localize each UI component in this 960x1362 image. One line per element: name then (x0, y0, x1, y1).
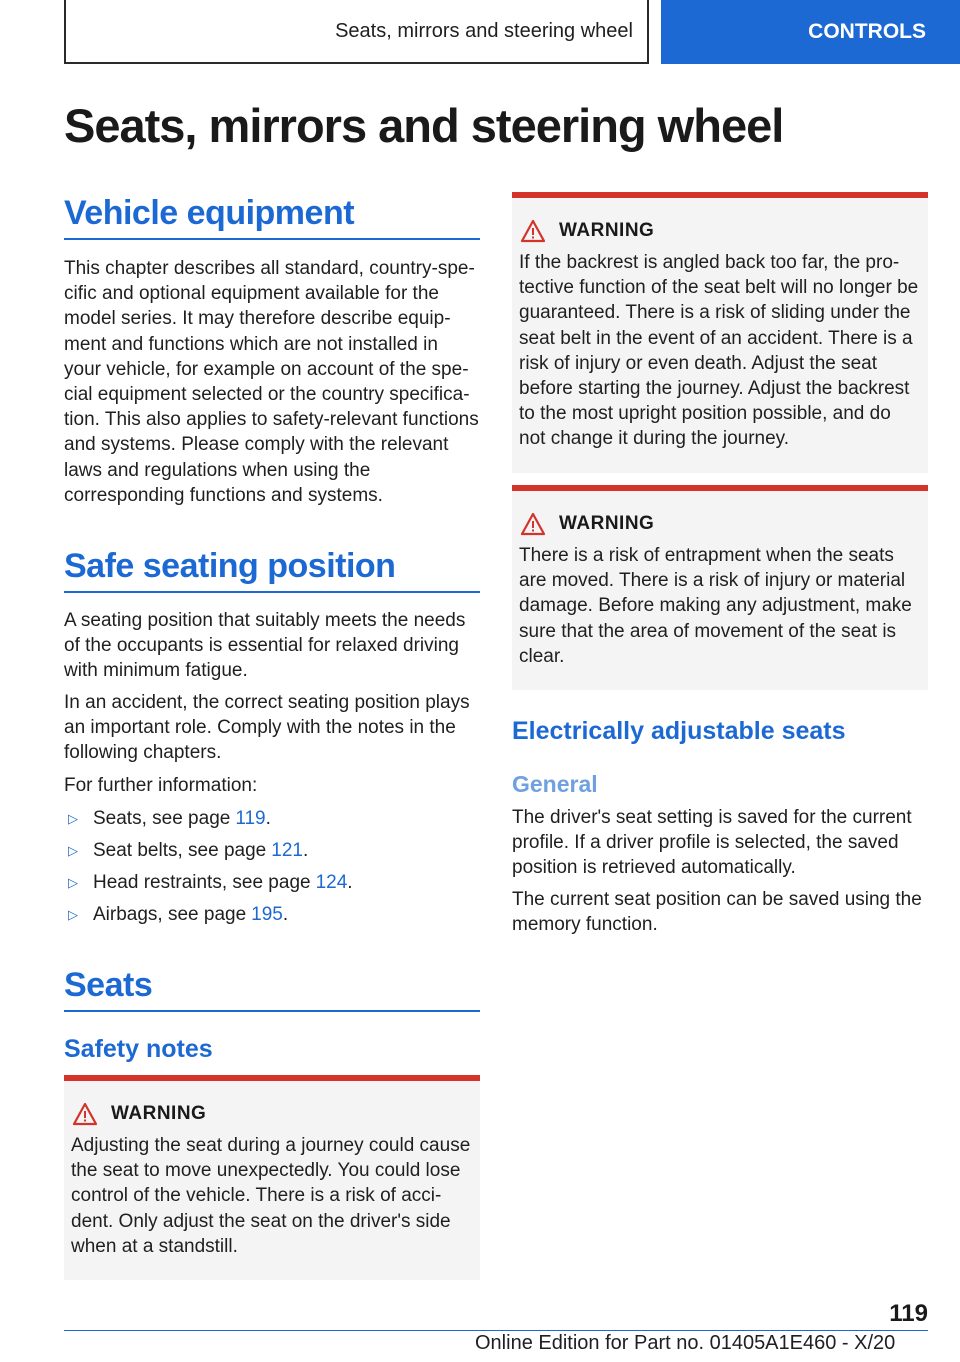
list-item-text: Seats, see page (93, 808, 231, 829)
header-section-title: Seats, mirrors and steering wheel (335, 19, 633, 42)
warning-box (64, 1075, 480, 1280)
header-section-tab (64, 0, 649, 64)
safe-seating-para-3: For further information: (64, 775, 258, 796)
heading-vehicle-equipment: Vehicle equipment (64, 192, 480, 240)
warning-header (519, 509, 920, 539)
warning-text: If the backrest is angled back too far, the protective function of the seat belt will no longer be guaranteed. There is a risk of sliding under the seat belt in the event of an accident. There is a risk of injury or even death. Adjust the seat before starting the journey. Adjust the backrest to the most upright position possible, and do not change it during the journey. (519, 252, 919, 450)
list-item: ▷ Seats, see page 119 . (64, 806, 480, 838)
warning-triangle-icon (71, 1101, 111, 1127)
warning-header (71, 1099, 472, 1129)
triangle-bullet-icon: ▷ (68, 907, 78, 922)
safe-seating-para-2: In an accident, the correct seating position plays an important role. Comply with the notes in the following chapters. (64, 692, 470, 764)
triangle-bullet-icon: ▷ (68, 811, 78, 826)
warning-title: WARNING (559, 220, 655, 241)
list-item: ▷ Head restraints, see page 124 . (64, 870, 480, 902)
list-item-text: Head restraints, see page (93, 872, 311, 893)
heading-electrically-adjustable-seats: Electrically adjustable seats (512, 717, 846, 745)
further-info-list (64, 806, 480, 934)
general-para-1: The driver's seat setting is saved for the current profile. If a driver profile is selected, the saved position is retrieved automatically. (512, 807, 912, 879)
list-item-text: Seat belts, see page (93, 840, 267, 861)
warning-text: Adjusting the seat during a journey could cause the seat to move unexpectedly. You could lose control of the vehicle. There is a risk of accident. Only adjust the seat on the driver's side when at a standstill. (71, 1135, 471, 1257)
list-item: ▷ Seat belts, see page 121 . (64, 838, 480, 870)
safe-seating-para-1: A seating position that suitably meets the needs of the occupants is essential for relaxed driving with minimum fatigue. (64, 610, 466, 682)
warning-box-backrest (512, 192, 928, 473)
page-link[interactable]: 119 (235, 808, 266, 829)
triangle-bullet-icon: ▷ (68, 843, 78, 858)
list-item-text: Airbags, see page (93, 904, 247, 925)
heading-safety-notes: Safety notes (64, 1035, 213, 1063)
page-link[interactable]: 121 (271, 840, 303, 861)
page-number: 119 (889, 1300, 928, 1327)
warning-title: WARNING (559, 513, 655, 534)
page-link[interactable]: 124 (315, 872, 348, 893)
footer-divider (64, 1330, 928, 1331)
warning-box-entrapment (512, 485, 928, 690)
page-title: Seats, mirrors and steering wheel (64, 99, 784, 152)
heading-general: General (512, 771, 598, 797)
heading-safe-seating-position: Safe seating position (64, 545, 480, 593)
header-chapter-label: CONTROLS (808, 20, 926, 43)
list-item: ▷ Airbags, see page 195 . (64, 902, 480, 934)
header-chapter-tab[interactable] (661, 0, 960, 64)
warning-header (519, 216, 920, 246)
vehicle-equipment-text: This chapter describes all standard, country-specific and optional equipment available for the model series. It may therefore describe equipment and functions which are not installed in your vehicle, for example on account of the special equipment selected or the country specification. This also applies to safety-relevant functions and systems. Please comply with the relevant laws and regulations when using the corresponding functions and systems. (64, 258, 479, 506)
general-para-2: The current seat position can be saved using the memory function. (512, 889, 922, 936)
warning-title: WARNING (111, 1103, 207, 1124)
warning-text: There is a risk of entrapment when the seats are moved. There is a risk of injury or material damage. Before making any adjustment, make sure that the area of movement of the seat is clear. (519, 545, 912, 667)
warning-triangle-icon (519, 511, 559, 537)
warning-triangle-icon (519, 218, 559, 244)
page-link[interactable]: 195 (251, 904, 283, 925)
footer-edition: Online Edition for Part no. 01405A1E460 - X/20 (475, 1332, 896, 1354)
triangle-bullet-icon: ▷ (68, 875, 78, 890)
heading-seats: Seats (64, 964, 480, 1012)
